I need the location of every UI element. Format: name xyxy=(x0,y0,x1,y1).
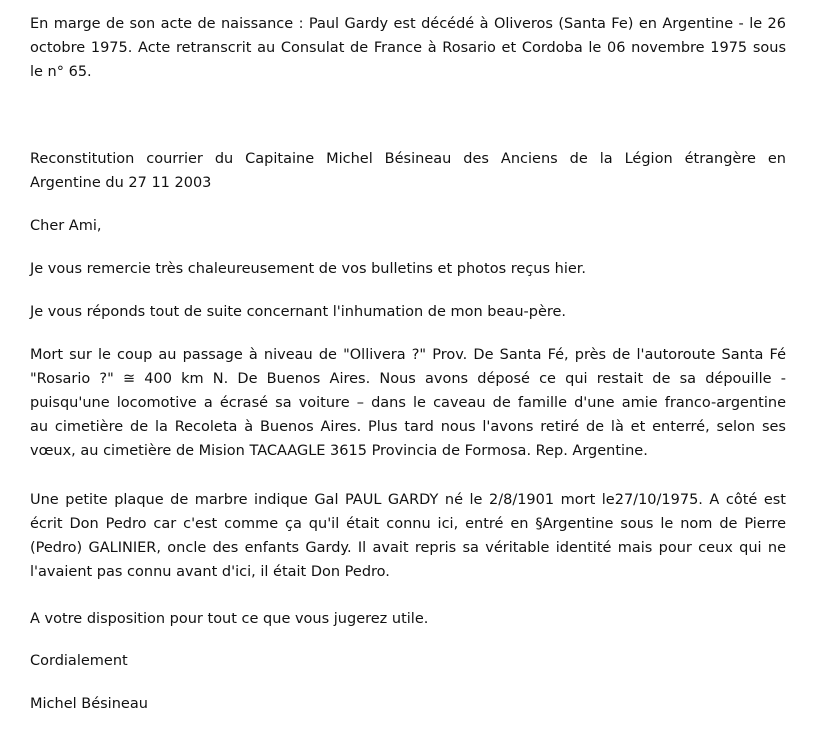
text-line: Mort sur le coup au passage à niveau de "Ollivera ?" Prov. De Santa Fé, près de l'autoroute Santa Fé xyxy=(30,347,786,363)
paragraph-reply xyxy=(30,300,786,324)
text-line: En marge de son acte de naissance : Paul Gardy est décédé à Oliveros (Santa Fe) en Argentine - le 26 xyxy=(30,16,786,32)
text-line: (Pedro) GALINIER, oncle des enfants Gardy. Il avait repris sa véritable identité mais pour ceux qui ne xyxy=(30,540,786,556)
text-line: le n° 65. xyxy=(30,64,92,80)
text-line: "Rosario ?" ≅ 400 km N. De Buenos Aires. Nous avons déposé ce qui restait de sa dépouille - xyxy=(30,371,786,387)
text-line: octobre 1975. Acte retranscrit au Consulat de France à Rosario et Cordoba le 06 novembre 1975 sous xyxy=(30,40,786,56)
text-line: l'avaient pas connu avant d'ici, il était Don Pedro. xyxy=(30,564,390,580)
margin-note-paragraph xyxy=(30,12,786,84)
paragraph-disposition xyxy=(30,607,786,631)
text-line: Michel Bésineau xyxy=(30,696,148,712)
text-line: Je vous remercie très chaleureusement de vos bulletins et photos reçus hier. xyxy=(30,261,587,277)
text-line: Cher Ami, xyxy=(30,218,102,234)
text-line: Cordialement xyxy=(30,653,128,669)
text-line: Une petite plaque de marbre indique Gal PAUL GARDY né le 2/8/1901 mort le27/10/1975. A côté est xyxy=(30,492,786,508)
salutation xyxy=(30,214,786,238)
text-line: vœux, au cimetière de Mision TACAAGLE 3615 Provincia de Formosa. Rep. Argentine. xyxy=(30,443,648,459)
text-line: puisqu'une locomotive a écrasé sa voiture – dans le caveau de famille d'une amie franco-argentine xyxy=(30,395,786,411)
text-line: Reconstitution courrier du Capitaine Michel Bésineau des Anciens de la Légion étrangère en xyxy=(30,151,786,167)
closing xyxy=(30,649,786,673)
text-line: A votre disposition pour tout ce que vous jugerez utile. xyxy=(30,611,429,627)
text-line: écrit Don Pedro car c'est comme ça qu'il était connu ici, entré en §Argentine sous le nom de Pierre xyxy=(30,516,786,532)
paragraph-death xyxy=(30,343,786,463)
paragraph-plaque xyxy=(30,488,786,584)
reconstitution-heading xyxy=(30,147,786,195)
signature xyxy=(30,692,786,716)
text-line: Argentine du 27 11 2003 xyxy=(30,175,212,191)
paragraph-thanks xyxy=(30,257,786,281)
text-line: au cimetière de la Recoleta à Buenos Aires. Plus tard nous l'avons retiré de là et enterré, selon ses xyxy=(30,419,786,435)
text-line: Je vous réponds tout de suite concernant l'inhumation de mon beau-père. xyxy=(30,304,567,320)
